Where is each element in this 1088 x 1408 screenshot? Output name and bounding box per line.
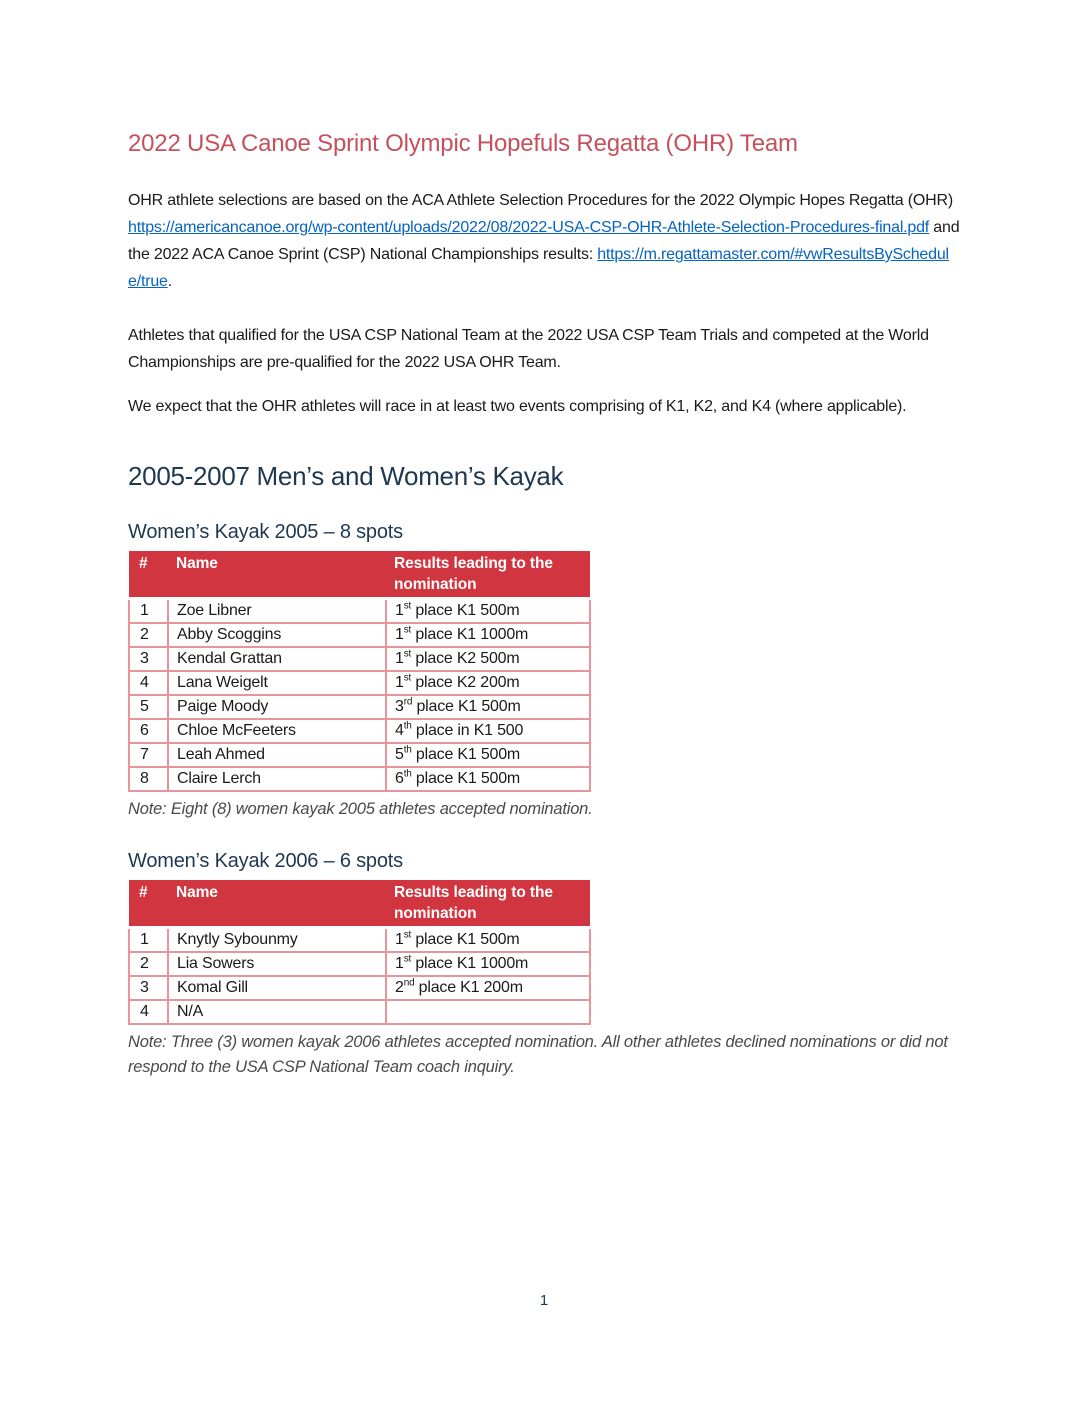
cell-athlete-name: Komal Gill — [168, 976, 386, 1000]
table-row — [129, 767, 590, 791]
paragraph-text: OHR athlete selections are based on the ACA Athlete Selection Procedures for the 2022 Olympic Hopes Regatta (OHR) — [128, 192, 953, 209]
result-place-number: 2 — [395, 979, 404, 996]
result-place-number: 1 — [395, 931, 404, 948]
cell-result — [386, 928, 590, 953]
cell-result — [386, 976, 590, 1000]
cell-rank: 1 — [129, 928, 168, 953]
intro-paragraph — [128, 187, 960, 295]
table-heading: Women’s Kayak 2005 – 8 spots — [128, 521, 403, 543]
table-row — [129, 928, 590, 953]
result-ordinal-suffix: th — [403, 744, 412, 756]
cell-athlete-name: Knytly Sybounmy — [168, 928, 386, 953]
cell-athlete-name: Leah Ahmed — [168, 743, 386, 767]
result-place-number: 4 — [395, 722, 404, 739]
prequalified-paragraph: Athletes that qualified for the USA CSP National Team at the 2022 USA CSP Team Trials and competed at the World Championships are pre-qualified for the 2022 USA OHR Team. — [128, 327, 929, 371]
table-header-row — [129, 551, 590, 599]
results-table — [128, 551, 591, 792]
cell-result — [386, 623, 590, 647]
cell-result — [386, 719, 590, 743]
cell-athlete-name: N/A — [168, 1000, 386, 1024]
column-header: Name — [168, 880, 386, 928]
column-header: # — [129, 551, 168, 599]
table-heading: Women’s Kayak 2006 – 6 spots — [128, 850, 403, 872]
result-event-text: place K1 1000m — [411, 955, 529, 972]
result-ordinal-suffix: st — [403, 929, 412, 941]
cell-rank: 8 — [129, 767, 168, 791]
cell-athlete-name: Chloe McFeeters — [168, 719, 386, 743]
result-ordinal-suffix: th — [403, 768, 412, 780]
column-header: Name — [168, 551, 386, 599]
cell-athlete-name: Lia Sowers — [168, 952, 386, 976]
result-place-number: 1 — [395, 626, 404, 643]
page-number: 1 — [539, 1292, 549, 1309]
cell-rank: 1 — [129, 599, 168, 624]
hyperlink[interactable]: https://americancanoe.org/wp-content/uploads/2022/08/2022-USA-CSP-OHR-Athlete-Selection-Procedures-final.pdf — [128, 219, 930, 236]
cell-rank: 4 — [129, 671, 168, 695]
section-heading-kayak: 2005-2007 Men’s and Women’s Kayak — [128, 461, 564, 491]
result-place-number: 1 — [395, 674, 404, 691]
cell-athlete-name: Claire Lerch — [168, 767, 386, 791]
result-event-text: place K1 500m — [412, 698, 521, 715]
column-header: Results leading to the nomination — [386, 880, 590, 928]
table-row — [129, 647, 590, 671]
cell-result — [386, 1000, 590, 1024]
cell-rank: 7 — [129, 743, 168, 767]
cell-athlete-name: Lana Weigelt — [168, 671, 386, 695]
column-header: # — [129, 880, 168, 928]
result-event-text: place K1 500m — [411, 602, 520, 619]
cell-athlete-name: Paige Moody — [168, 695, 386, 719]
cell-result — [386, 647, 590, 671]
document-title: 2022 USA Canoe Sprint Olympic Hopefuls Regatta (OHR) Team — [128, 130, 798, 157]
cell-rank: 3 — [129, 647, 168, 671]
cell-rank: 3 — [129, 976, 168, 1000]
result-ordinal-suffix: st — [403, 600, 412, 612]
cell-result — [386, 695, 590, 719]
table-row — [129, 952, 590, 976]
result-event-text: place K1 1000m — [411, 626, 529, 643]
result-ordinal-suffix: th — [403, 720, 412, 732]
cell-rank: 5 — [129, 695, 168, 719]
table-row — [129, 695, 590, 719]
result-event-text: place K2 500m — [411, 650, 520, 667]
result-ordinal-suffix: rd — [403, 696, 413, 708]
cell-rank: 2 — [129, 623, 168, 647]
events-paragraph: We expect that the OHR athletes will race in at least two events comprising of K1, K2, and K4 (where applicable). — [128, 398, 907, 415]
cell-athlete-name: Abby Scoggins — [168, 623, 386, 647]
table-header-row — [129, 880, 590, 928]
table-note: Note: Eight (8) women kayak 2005 athletes accepted nomination. — [128, 800, 593, 818]
cell-result — [386, 952, 590, 976]
result-place-number: 1 — [395, 602, 404, 619]
table-row — [129, 623, 590, 647]
column-header: Results leading to the nomination — [386, 551, 590, 599]
result-place-number: 6 — [395, 770, 404, 787]
result-ordinal-suffix: st — [403, 648, 412, 660]
table-row — [129, 599, 590, 624]
table-row — [129, 671, 590, 695]
result-event-text: place in K1 500 — [411, 722, 524, 739]
result-ordinal-suffix: st — [403, 953, 412, 965]
cell-result — [386, 767, 590, 791]
cell-athlete-name: Zoe Libner — [168, 599, 386, 624]
table-row — [129, 719, 590, 743]
result-place-number: 5 — [395, 746, 404, 763]
results-table — [128, 880, 591, 1025]
result-event-text: place K1 200m — [414, 979, 523, 996]
result-event-text: place K1 500m — [411, 770, 521, 787]
result-ordinal-suffix: nd — [403, 977, 415, 989]
cell-result — [386, 599, 590, 624]
result-ordinal-suffix: st — [403, 672, 412, 684]
paragraph-text: and the 2022 ACA Canoe Sprint (CSP) National Championships results: — [128, 219, 960, 263]
table-row — [129, 1000, 590, 1024]
tables-container — [128, 519, 960, 1080]
table-row — [129, 743, 590, 767]
result-ordinal-suffix: st — [403, 624, 412, 636]
cell-rank: 4 — [129, 1000, 168, 1024]
result-event-text: place K2 200m — [411, 674, 520, 691]
paragraph-text: . — [167, 273, 172, 290]
cell-result — [386, 671, 590, 695]
result-place-number: 1 — [395, 650, 404, 667]
cell-athlete-name: Kendal Grattan — [168, 647, 386, 671]
hyperlink[interactable]: https://m.regattamaster.com/#vwResultsBySchedule/true — [128, 246, 949, 290]
cell-rank: 2 — [129, 952, 168, 976]
result-event-text: place K1 500m — [411, 931, 520, 948]
result-place-number: 1 — [395, 955, 404, 972]
table-note: Note: Three (3) women kayak 2006 athletes accepted nomination. All other athletes declined nominations or did not respond to the USA CSP National Team coach inquiry. — [128, 1033, 948, 1076]
result-event-text: place K1 500m — [411, 746, 521, 763]
table-row — [129, 976, 590, 1000]
result-place-number: 3 — [395, 698, 404, 715]
cell-rank: 6 — [129, 719, 168, 743]
cell-result — [386, 743, 590, 767]
